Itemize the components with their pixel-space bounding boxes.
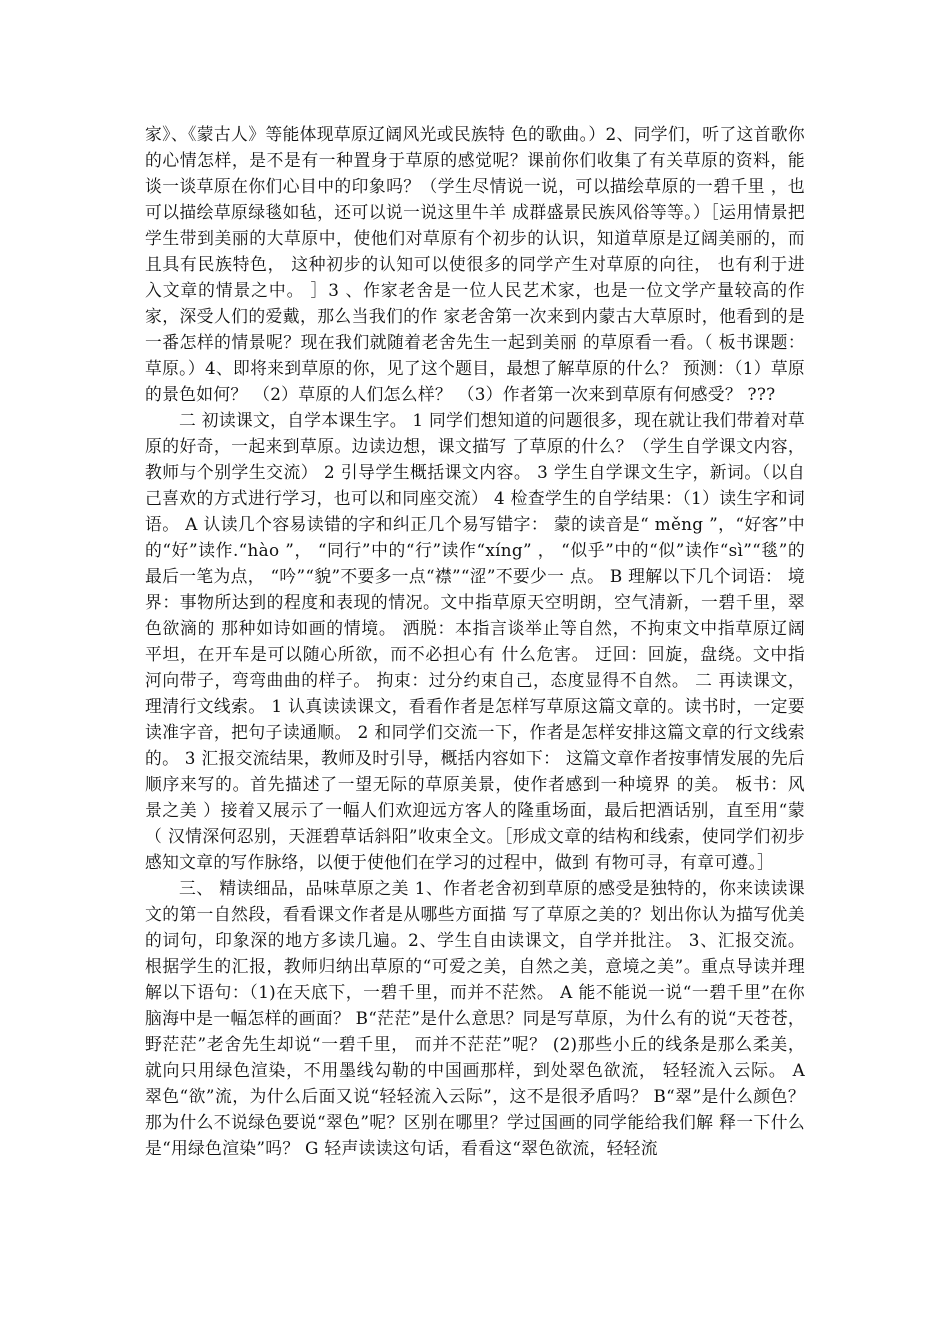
paragraph-section-two: 二 初读课文，自学本课生字。 1 同学们想知道的问题很多，现在就让我们带着对草原的好奇，一起来到草原。边读边想，课文描写 了草原的什么？（学生自学课文内容，教师与个别学生交流） 2 引导学生概括课文内容。 3 学生自学课文生字，新词。（以自己喜欢的方式进行学习，也可以和同座交流） 4 检查学生的自学结果：（1）读生字和词语。 A 认读几个容易读错的字和纠正几个易写错字： 蒙的读音是“ měng ”，“好客”中的“好”读作.“hào ”， “同行”中的“行”读作“xíng” ， “似乎”中的“似”读作“sì”“毯”的最后一笔为点， “吟”“貌”不要多一点“襟”“涩”不要少一 点。 B 理解以下几个词语： 境界：事物所达到的程度和表现的情况。文中指草原天空明朗，空气清新，一碧千里，翠色欲滴的 那种如诗如画的情境。 洒脱：本指言谈举止等自然，不拘束文中指草原辽阔平坦，在开车是可以随心所欲，而不必担心有 什么危害。 迂回：回旋，盘绕。文中指河向带子，弯弯曲曲的样子。 拘束：过分约束自己，态度显得不自然。 二 再读课文，理清行文线索。 1 认真读读课文，看看作者是怎样写草原这篇文章的。读书时，一定要读准字音，把句子读通顺。 2 和同学们交流一下，作者是怎样安排这篇文章的行文线索的。 3 汇报交流结果，教师及时引导，概括内容如下： 这篇文章作者按事情发展的先后顺序来写的。首先描述了一望无际的草原美景，使作者感到一种境界 的美。 板书：风景之美 ）接着又展示了一幅人们欢迎远方客人的隆重场面，最后把酒话别，直至用“蒙 （ 汉情深何忍别，天涯碧草话斜阳”收束全文。［形成文章的结构和线索，使同学们初步感知文章的写作脉络，以便于使他们在学习的过程中，做到 有物可寻，有章可遵。］ xyxy=(145,410,805,872)
document-body xyxy=(145,121,805,1161)
paragraph-section-three: 三、 精读细品，品味草原之美 1、作者老舍初到草原的感受是独特的，你来读读课文的第一自然段，看看课文作者是从哪些方面描 写了草原之美的？划出你认为描写优美的词句，印象深的地方多读几遍。2、学生自由读课文，自学并批注。 3、汇报交流。 根据学生的汇报，教师归纳出草原的“可爱之美，自然之美，意境之美”。重点导读并理解以下语句：（1)在天底下，一碧千里，而并不茫然。 A 能不能说一说“一碧千里”在你脑海中是一幅怎样的画面？ B“茫茫”是什么意思？同是写草原，为什么有的说“天苍苍，野茫茫”老舍先生却说“一碧千里， 而并不茫茫”呢？ (2)那些小丘的线条是那么柔美，就向只用绿色渲染，不用墨线勾勒的中国画那样，到处翠色欲流， 轻轻流入云际。 A 翠色“欲”流，为什么后面又说“轻轻流入云际”，这不是很矛盾吗？ B“翠”是什么颜色？那为什么不说绿色要说“翠色”呢？区别在哪里？学过国画的同学能给我们解 释一下什么是“用绿色渲染”吗？ G 轻声读读这句话，看看这“翠色欲流，轻轻流 xyxy=(145,878,805,1158)
paragraph-intro: 家》、《蒙古人》等能体现草原辽阔风光或民族特 色的歌曲。）2、同学们，听了这首歌你的心情怎样，是不是有一种置身于草原的感觉呢？课前你们收集了有关草原的资料，能谈一谈草原在你们心目中的印象吗？（学生尽情说一说，可以描绘草原的一碧千里 ，也可以描绘草原绿毯如毡，还可以说一说这里牛羊 成群盛景民族风俗等等。）［运用情景把学生带到美丽的大草原中，使他们对草原有个初步的认识，知道草原是辽阔美丽的，而 且具有民族特色， 这种初步的认知可以使很多的同学产生对草原的向往， 也有利于进入文章的情景之中。 ］3 、作家老舍是一位人民艺术家，也是一位文学产量较高的作家，深受人们的爱戴，那么当我们的作 家老舍第一次来到内蒙古大草原时，他看到的是一番怎样的情景呢？现在我们就随着老舍先生一起到美丽 的草原看一看。（ 板书课题：草原。）4、即将来到草原的你，见了这个题目，最想了解草原的什么？ 预测：（1）草原的景色如何？ （2）草原的人们怎么样？ （3）作者第一次来到草原有何感受？ ??? xyxy=(145,124,805,404)
